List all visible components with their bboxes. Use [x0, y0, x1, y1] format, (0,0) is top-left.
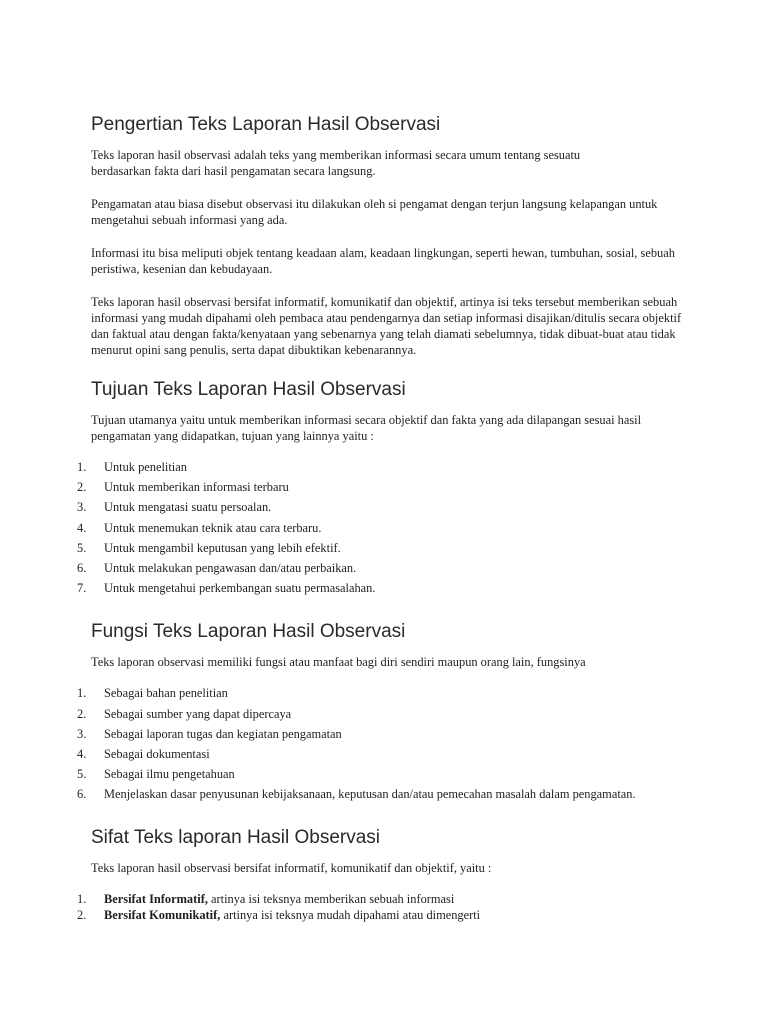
document-page — [77, 113, 691, 923]
heading-pengertian: Pengertian Teks Laporan Hasil Observasi — [91, 114, 441, 135]
fungsi-list — [77, 685, 691, 802]
list-item: 7. Untuk mengetahui perkembangan suatu permasalahan. — [77, 581, 376, 596]
intro-paragraph: Tujuan utamanya yaitu untuk memberikan informasi secara objektif dan fakta yang ada dilapangan sesuai hasil pengamatan yang didapatkan, tujuan yang lainnya yaitu : — [91, 413, 642, 443]
list-item: 2. Sebagai sumber yang dapat dipercaya — [77, 706, 292, 721]
list-item: 2. Bersifat Komunikatif, artinya isi teksnya mudah dipahami atau dimengerti — [77, 908, 481, 923]
list-item: 4. Sebagai dokumentasi — [77, 746, 210, 761]
paragraph: Teks laporan hasil observasi adalah teks yang memberikan informasi secara umum tentang sesuatu berdasarkan fakta dari hasil pengamatan secara langsung. — [91, 148, 581, 178]
heading-sifat: Sifat Teks laporan Hasil Observasi — [91, 827, 380, 849]
paragraph: Informasi itu bisa meliputi objek tentang keadaan alam, keadaan lingkungan, seperti hewan, tumbuhan, sosial, sebuah peristiwa, kesenian dan kebudayaan. — [91, 246, 675, 276]
list-item: 1. Sebagai bahan penelitian — [77, 686, 228, 701]
list-item: 3. Untuk mengatasi suatu persoalan. — [77, 500, 272, 515]
list-item: 5. Sebagai ilmu pengetahuan — [77, 767, 235, 782]
heading-fungsi: Fungsi Teks Laporan Hasil Observasi — [91, 621, 406, 643]
paragraph: Teks laporan hasil observasi bersifat informatif, komunikatif dan objektif, artinya isi teks tersebut memberikan sebuah informasi yang mudah dipahami oleh pembaca atau pendengarnya dan setiap informasi disajikan/ditulis secara objektif dan faktual atau dengan fakta/kenyataan yang sebenarnya yang telah diamati sebelumnya, tidak dibuat-buat atau tidak menurut opini sang penulis, serta dapat dibuktikan kebenarannya. — [91, 295, 682, 357]
list-item: 6. Menjelaskan dasar penyusunan kebijaksanaan, keputusan dan/atau pemecahan masalah dalam pengamatan. — [77, 787, 636, 802]
heading-tujuan: Tujuan Teks Laporan Hasil Observasi — [91, 379, 406, 400]
sifat-list — [77, 891, 691, 923]
list-item: 1. Bersifat Informatif, artinya isi teksnya memberikan sebuah informasi — [77, 892, 455, 907]
list-item: 2. Untuk memberikan informasi terbaru — [77, 480, 289, 495]
list-item: 5. Untuk mengambil keputusan yang lebih efektif. — [77, 540, 341, 555]
tujuan-list — [77, 459, 691, 596]
list-item: 3. Sebagai laporan tugas dan kegiatan pengamatan — [77, 726, 342, 741]
intro-paragraph: Teks laporan hasil observasi bersifat informatif, komunikatif dan objektif, yaitu : — [91, 861, 492, 876]
paragraph: Pengamatan atau biasa disebut observasi itu dilakukan oleh si pengamat dengan terjun langsung kelapangan untuk mengetahui sebuah informasi yang ada. — [91, 197, 658, 227]
intro-paragraph: Teks laporan observasi memiliki fungsi atau manfaat bagi diri sendiri maupun orang lain, fungsinya — [91, 655, 586, 670]
list-item: 1. Untuk penelitian — [77, 460, 187, 474]
list-item: 6. Untuk melakukan pengawasan dan/atau perbaikan. — [77, 560, 357, 575]
list-item: 4. Untuk menemukan teknik atau cara terbaru. — [77, 520, 322, 535]
